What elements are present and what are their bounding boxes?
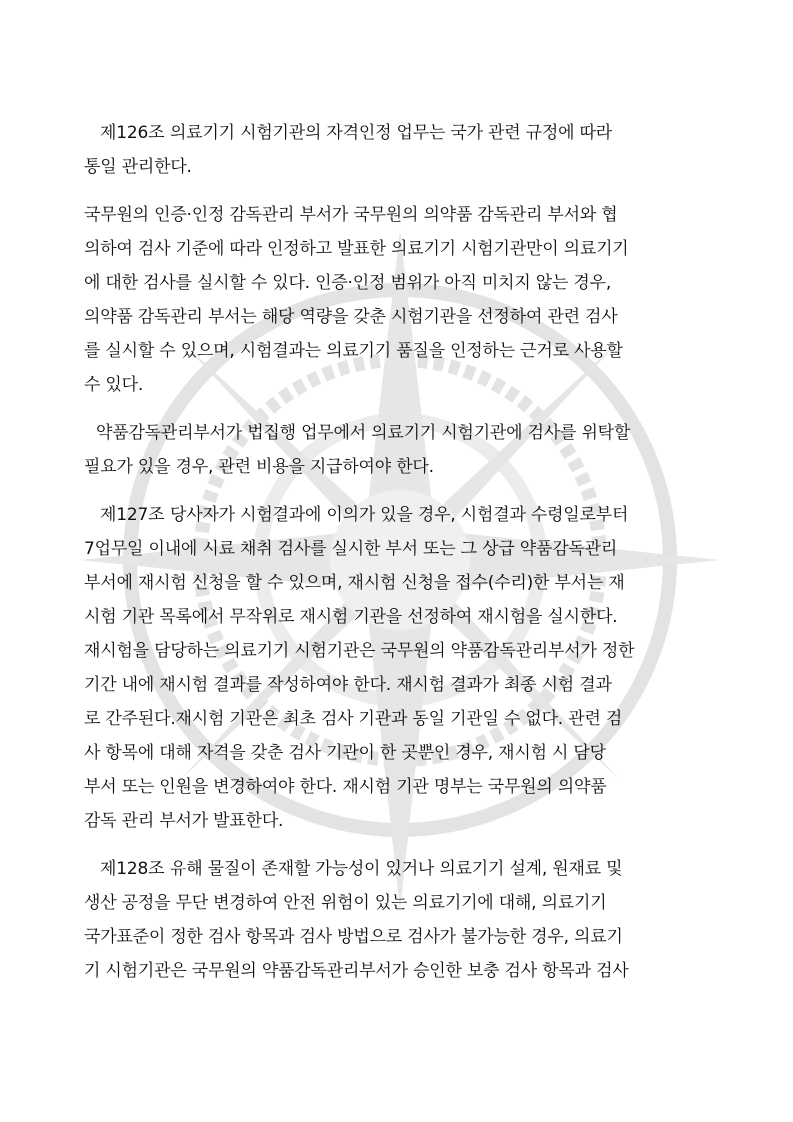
text-line: 약품감독관리부서가 법집행 업무에서 의료기기 시험기관에 검사를 위탁할 [96, 423, 631, 443]
text-line: 시험 기관 목록에서 무작위로 재시험 기관을 선정하여 재시험을 실시한다. [84, 607, 618, 627]
article-number: 제128조 [100, 859, 165, 879]
text-line: 재시험을 담당하는 의료기기 시험기관은 국무원의 약품감독관리부서가 정한 [84, 641, 635, 661]
text-line: 제127조 당사자가 시험결과에 이의가 있을 경우, 시험결과 수령일로부터 [84, 498, 714, 532]
text-line: 사 항목에 대해 자격을 갖춘 검사 기관이 한 곳뿐인 경우, 재시험 시 담당 [84, 743, 606, 763]
text-line: 부서에 재시험 신청을 할 수 있으며, 재시험 신청을 접수(수리)한 부서는 재 [84, 573, 625, 593]
text-line: 기 시험기관은 국무원의 약품감독관리부서가 승인한 보충 검사 항목과 검사 [84, 961, 629, 981]
text-line: 생산 공정을 무단 변경하여 안전 위험이 있는 의료기기에 대해, 의료기기 [84, 893, 607, 913]
article-126-paragraph-3 [84, 416, 714, 484]
text-line: 기간 내에 재시험 결과를 작성하여야 한다. 재시험 결과가 최종 시험 결과 [84, 675, 612, 695]
article-number: 제127조 [100, 505, 165, 525]
text-line: 에 대한 검사를 실시할 수 있다. 인증·인정 범위가 아직 미치지 않는 경우, [84, 273, 612, 293]
text-line: 국가표준이 정한 검사 항목과 검사 방법으로 검사가 불가능한 경우, 의료기 [84, 927, 623, 947]
text-line: 제126조 의료기기 시험기관의 자격인정 업무는 국가 관련 규정에 따라 [84, 116, 714, 150]
text-line: 의약품 감독관리 부서는 해당 역량을 갖춘 시험기관을 선정하여 관련 검사 [84, 307, 618, 327]
article-128 [84, 852, 714, 988]
article-126 [84, 116, 714, 184]
text-line: 통일 관리한다. [84, 157, 192, 177]
text-line: 7업무일 이내에 시료 채취 검사를 실시한 부서 또는 그 상급 약품감독관리 [84, 539, 618, 559]
article-127 [84, 498, 714, 838]
document-body [84, 116, 714, 1002]
text-line: 제128조 유해 물질이 존재할 가능성이 있거나 의료기기 설계, 원재료 및 [84, 852, 714, 886]
text-line: 국무원의 인증·인정 감독관리 부서가 국무원의 의약품 감독관리 부서와 협 [84, 205, 618, 225]
article-number: 제126조 [100, 123, 165, 143]
text-line: 수 있다. [84, 375, 144, 395]
text-line: 의하여 검사 기준에 따라 인정하고 발표한 의료기기 시험기관만이 의료기기 [84, 239, 629, 259]
text-line: 로 간주된다.재시험 기관은 최초 검사 기관과 동일 기관일 수 없다. 관련 검 [84, 709, 623, 729]
text-line: 필요가 있을 경우, 관련 비용을 지급하여야 한다. [84, 457, 434, 477]
text-line: 감독 관리 부서가 발표한다. [84, 811, 284, 831]
text-line: 부서 또는 인원을 변경하여야 한다. 재시험 기관 명부는 국무원의 의약품 [84, 777, 607, 797]
text-line: 를 실시할 수 있으며, 시험결과는 의료기기 품질을 인정하는 근거로 사용할 [84, 341, 623, 361]
article-126-paragraph-2 [84, 198, 714, 402]
